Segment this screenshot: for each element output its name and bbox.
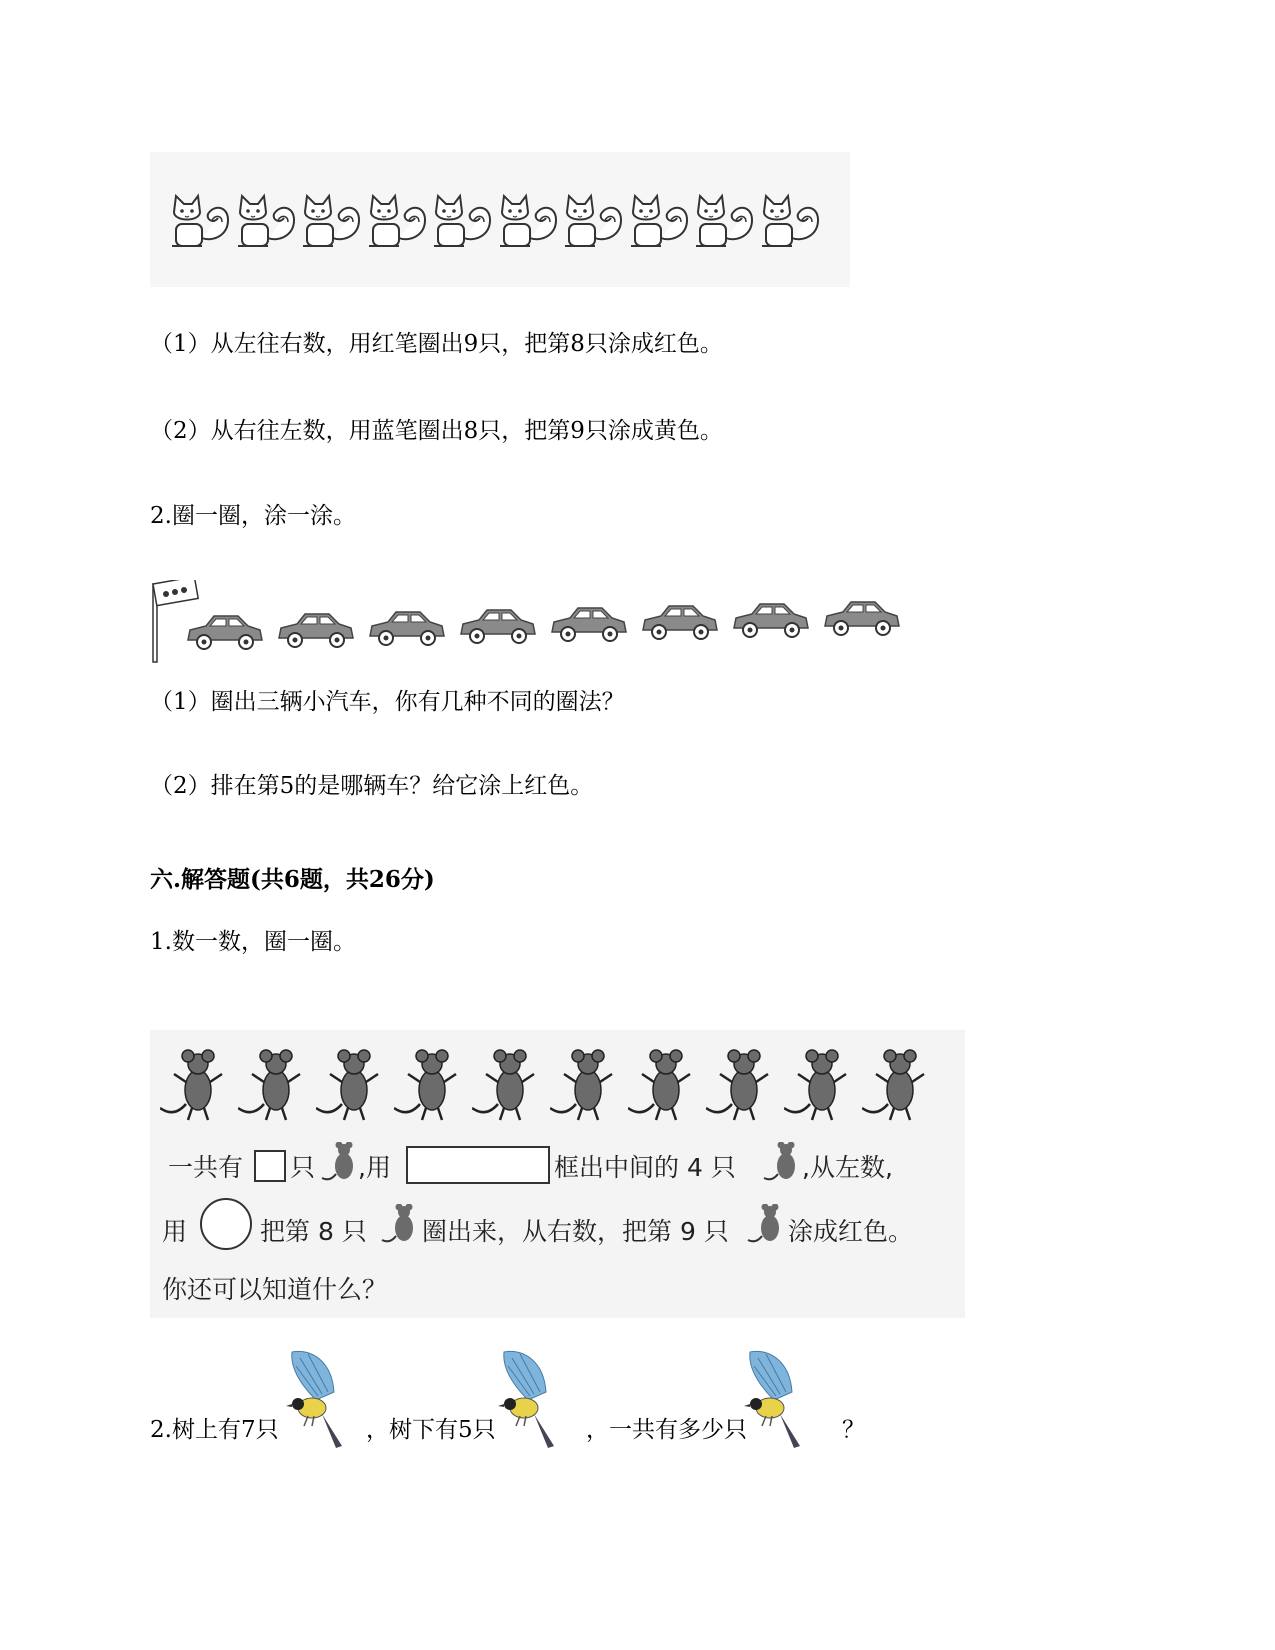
mouse-line2-d: 涂成红色。 <box>788 1217 914 1246</box>
squirrel-icon <box>430 190 496 252</box>
squirrel-icon <box>365 190 431 252</box>
mouse-line1-b: 只 <box>290 1153 316 1182</box>
q2-part2: （2）排在第5的是哪辆车？给它涂上红色。 <box>150 773 594 799</box>
bird-q-part-c: ，一共有多少只 <box>586 1417 747 1443</box>
q1-part2: （2）从右往左数，用蓝笔圈出8只，把第9只涂成黄色。 <box>150 418 723 444</box>
mouse-icon <box>706 1048 776 1122</box>
car-icon <box>821 594 901 640</box>
mouse-line3: 你还可以知道什么？ <box>162 1275 388 1304</box>
mouse-icon <box>784 1048 854 1122</box>
mouse-icon <box>320 1142 360 1184</box>
s6-q1-title: 1.数一数，圈一圈。 <box>150 929 356 955</box>
car-icon <box>548 600 628 646</box>
bird-icon <box>494 1348 564 1456</box>
circle-shape <box>200 1198 252 1250</box>
bird-icon <box>740 1348 810 1456</box>
car-row-image <box>150 580 950 670</box>
mouse-line1-e: ,从左数, <box>802 1153 893 1182</box>
bird-question <box>0 1348 1275 1478</box>
mouse-line1-c: ,用 <box>358 1153 391 1182</box>
mouse-icon <box>746 1204 786 1246</box>
mouse-icon <box>550 1048 620 1122</box>
squirrel-icon <box>168 190 234 252</box>
squirrel-icon <box>758 190 824 252</box>
car-icon <box>730 596 810 642</box>
car-icon <box>366 604 446 650</box>
mouse-line2-b: 把第 8 只 <box>260 1217 367 1246</box>
section6-heading: 六.解答题(共6题，共26分) <box>150 866 435 893</box>
mouse-icon <box>394 1048 464 1122</box>
bird-q-part-d: ？ <box>842 1417 865 1443</box>
mouse-icon <box>628 1048 698 1122</box>
squirrel-icon <box>496 190 562 252</box>
car-icon <box>275 606 355 652</box>
bird-icon <box>282 1348 352 1456</box>
mouse-line2-a: 用 <box>162 1217 188 1246</box>
mouse-icon <box>762 1142 802 1184</box>
squirrel-icon <box>234 190 300 252</box>
mouse-icon <box>316 1048 386 1122</box>
frame-box <box>406 1146 550 1184</box>
mouse-icon <box>862 1048 932 1122</box>
squirrel-icon <box>299 190 365 252</box>
squirrel-icon <box>692 190 758 252</box>
mouse-icon <box>472 1048 542 1122</box>
mouse-line2-c: 圈出来，从右数，把第 9 只 <box>422 1217 729 1246</box>
mouse-icon <box>160 1048 230 1122</box>
mouse-line1-a: 一共有 <box>168 1153 244 1182</box>
mouse-icon <box>380 1204 420 1246</box>
squirrel-icon <box>627 190 693 252</box>
count-box <box>254 1150 286 1182</box>
squirrel-row-image <box>150 152 850 287</box>
q1-part1: （1）从左往右数，用红笔圈出9只，把第8只涂成红色。 <box>150 331 723 357</box>
bird-q-part-a: 2.树上有7只 <box>150 1417 279 1443</box>
car-icon <box>639 598 719 644</box>
mouse-worksheet-image <box>150 1030 965 1318</box>
mouse-icon <box>238 1048 308 1122</box>
mouse-line1-d: 框出中间的 4 只 <box>554 1153 736 1182</box>
bird-q-part-b: ，树下有5只 <box>366 1417 496 1443</box>
q2-title: 2.圈一圈，涂一涂。 <box>150 503 356 529</box>
squirrel-icon <box>561 190 627 252</box>
car-icon <box>457 602 537 648</box>
q2-part1: （1）圈出三辆小汽车，你有几种不同的圈法？ <box>150 689 625 715</box>
car-icon <box>184 608 264 654</box>
